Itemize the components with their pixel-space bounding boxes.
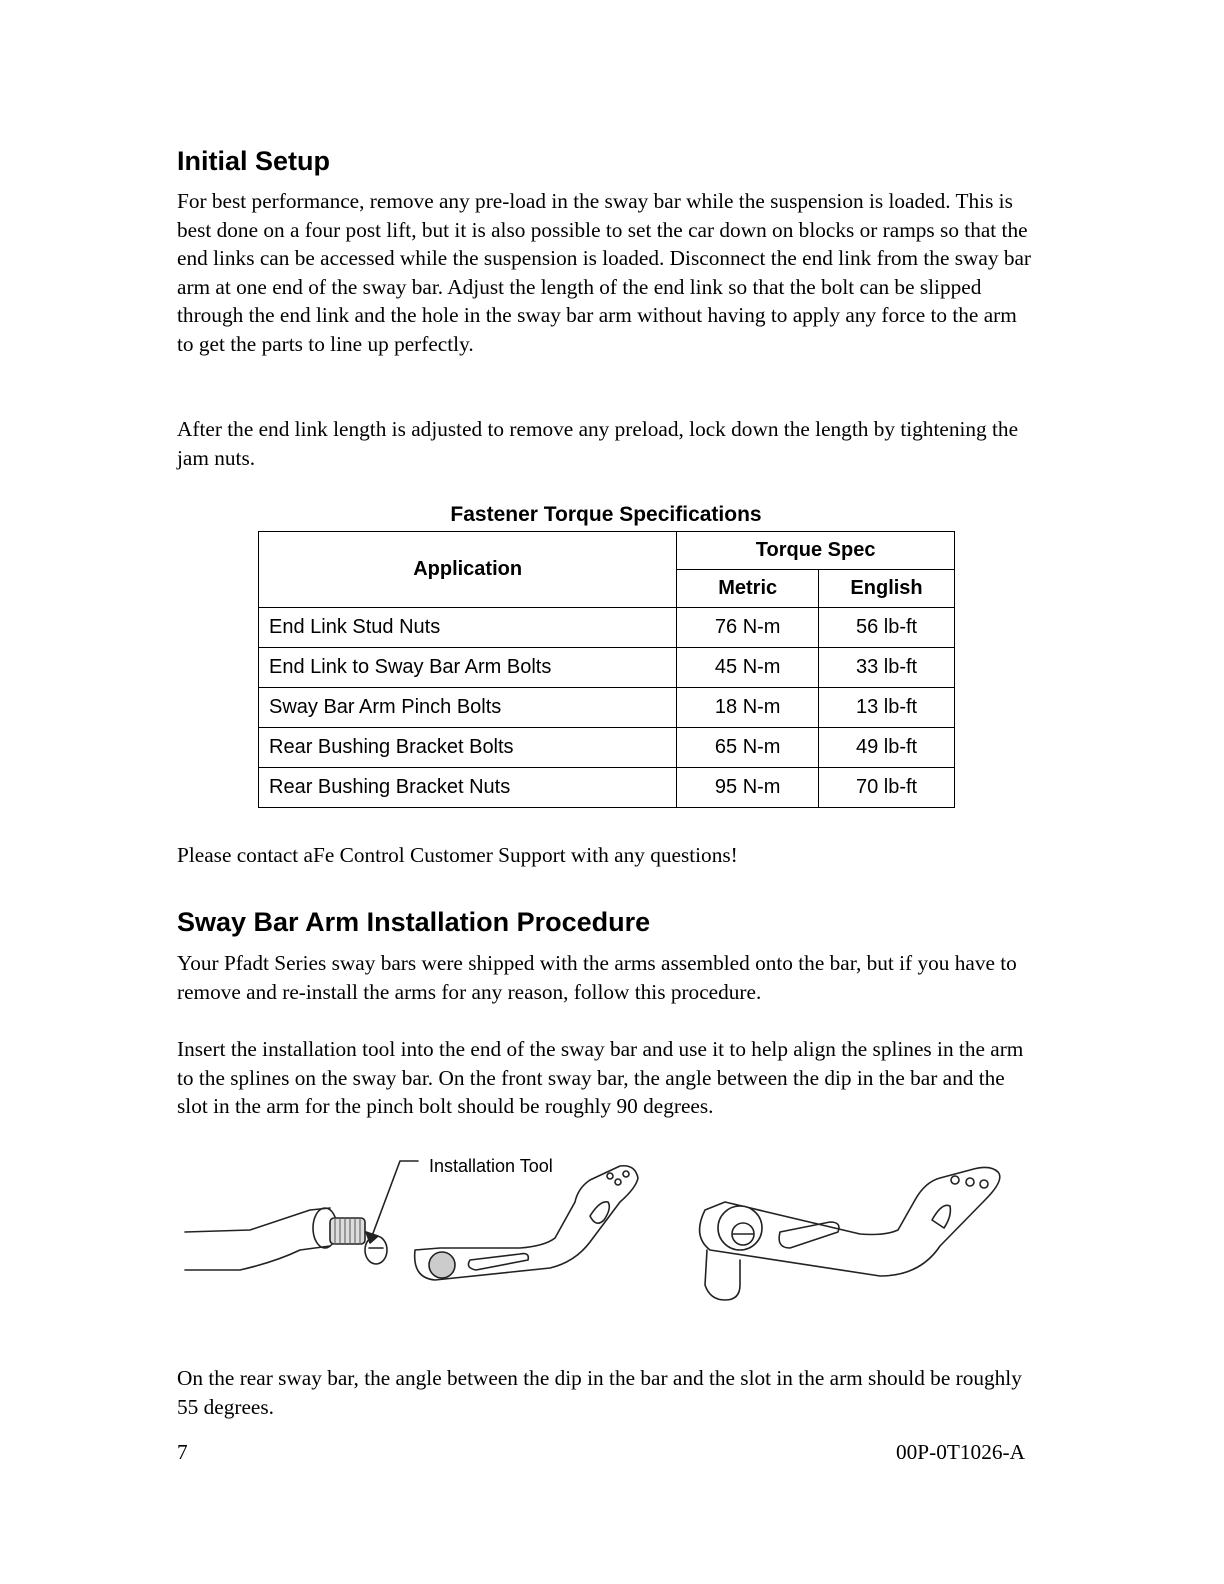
cell-application: Rear Bushing Bracket Bolts bbox=[259, 728, 677, 768]
sway-bar-arm-illustration bbox=[180, 1150, 1040, 1320]
cell-english: 56 lb-ft bbox=[819, 608, 955, 648]
cell-english: 70 lb-ft bbox=[819, 768, 955, 808]
installation-paragraph-2: Insert the installation tool into the end of the sway bar and use it to help align the splines in the arm to the splines on the sway bar. On the front sway bar, the angle between the dip in the bar and the slot in the arm for the pinch bolt should be roughly 90 degrees. bbox=[177, 1037, 1024, 1119]
table-row bbox=[259, 608, 955, 648]
sway-bar-upper-edge bbox=[185, 1208, 330, 1232]
initial-setup-paragraph-2: After the end link length is adjusted to remove any preload, lock down the length by tightening the jam nuts. bbox=[177, 417, 1019, 470]
cell-metric: 65 N-m bbox=[677, 728, 819, 768]
header-metric: Metric bbox=[677, 570, 819, 608]
cell-english: 33 lb-ft bbox=[819, 648, 955, 688]
cell-metric: 18 N-m bbox=[677, 688, 819, 728]
right-arm-spline-hub bbox=[718, 1206, 762, 1250]
table-row bbox=[259, 688, 955, 728]
installation-paragraph-3: On the rear sway bar, the angle between the dip in the bar and the slot in the arm should be roughly 55 degrees. bbox=[177, 1366, 1022, 1419]
cell-application: End Link to Sway Bar Arm Bolts bbox=[259, 648, 677, 688]
table-row bbox=[259, 728, 955, 768]
cell-metric: 45 N-m bbox=[677, 648, 819, 688]
installation-paragraph-1: Your Pfadt Series sway bars were shipped with the arms assembled onto the bar, but if you have to remove and re-install the arms for any reason, follow this procedure. bbox=[177, 951, 1017, 1004]
header-torque-spec: Torque Spec bbox=[677, 532, 955, 570]
tool-pointer-line bbox=[372, 1161, 418, 1236]
torque-spec-table bbox=[258, 531, 955, 808]
initial-setup-paragraph-1: For best performance, remove any pre-load in the sway bar while the suspension is loaded. This is best done on a four post lift, but it is also possible to set the car down on blocks or ramps so that the end links can be accessed while the suspension is loaded. Disconnect the end link from the sway bar arm at one end of the sway bar. Adjust the length of the end link so that the bolt can be slipped through the end link and the hole in the sway bar arm without having to apply any force to the arm to get the parts to line up perfectly. bbox=[177, 189, 1032, 356]
table-row bbox=[259, 648, 955, 688]
cell-application: Sway Bar Arm Pinch Bolts bbox=[259, 688, 677, 728]
left-arm-spline-hole bbox=[429, 1252, 455, 1278]
cell-metric: 76 N-m bbox=[677, 608, 819, 648]
header-application: Application bbox=[259, 532, 677, 608]
section-heading-sway-bar-arm-installation: Sway Bar Arm Installation Procedure bbox=[177, 907, 651, 937]
section-heading-initial-setup: Initial Setup bbox=[177, 146, 331, 176]
cell-english: 49 lb-ft bbox=[819, 728, 955, 768]
right-sway-bar-end bbox=[705, 1250, 740, 1300]
sway-bar-lower-edge bbox=[185, 1246, 330, 1270]
cell-application: Rear Bushing Bracket Nuts bbox=[259, 768, 677, 808]
installation-tool-label: Installation Tool bbox=[429, 1156, 553, 1176]
header-english: English bbox=[819, 570, 955, 608]
contact-paragraph: Please contact aFe Control Customer Support with any questions! bbox=[177, 843, 738, 867]
document-code: 00P-0T1026-A bbox=[896, 1440, 1025, 1464]
cell-application: End Link Stud Nuts bbox=[259, 608, 677, 648]
page-number: 7 bbox=[177, 1440, 188, 1464]
table-row bbox=[259, 768, 955, 808]
cell-english: 13 lb-ft bbox=[819, 688, 955, 728]
table-caption: Fastener Torque Specifications bbox=[450, 503, 762, 526]
cell-metric: 95 N-m bbox=[677, 768, 819, 808]
